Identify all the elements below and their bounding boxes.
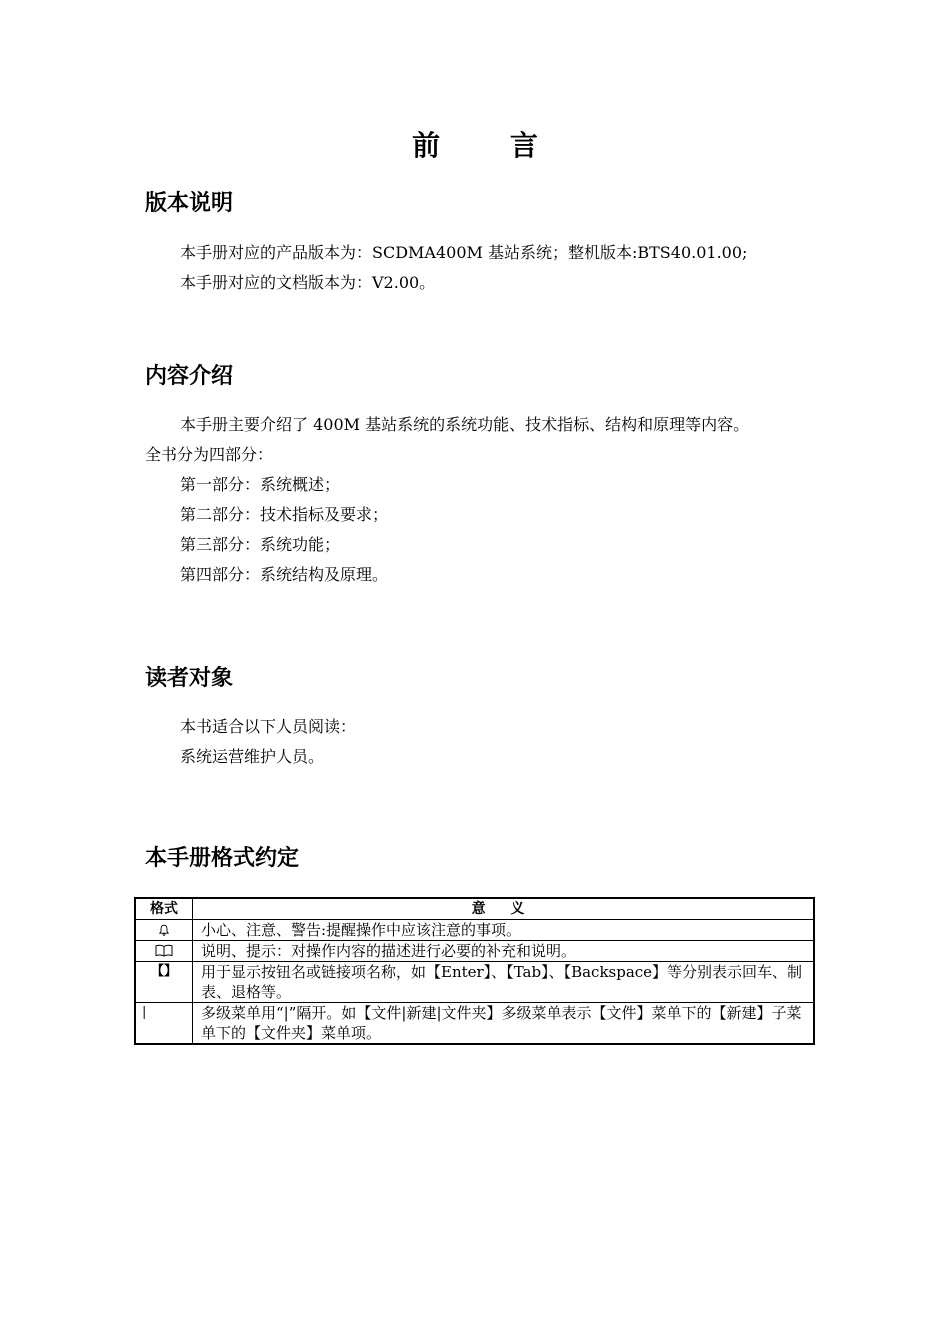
conventions-table: [134, 897, 815, 1045]
table-row: [135, 1003, 814, 1045]
contents-line: 第三部分：系统功能；: [180, 535, 341, 554]
contents-paragraph: [145, 410, 815, 590]
version-paragraph: [145, 238, 815, 298]
format-cell: 【】: [135, 962, 193, 1003]
version-line: 本手册对应的产品版本为：SCDMA400M 基站系统；整机版本:BTS40.01.00;: [180, 243, 748, 262]
audience-line: 系统运营维护人员。: [180, 747, 325, 766]
format-cell: [135, 920, 193, 941]
meaning-cell: 小心、注意、警告:提醒操作中应该注意的事项。: [193, 920, 815, 941]
format-cell: [135, 941, 193, 962]
table-row: [135, 920, 814, 941]
meaning-column-header: 意 义: [193, 898, 815, 920]
meaning-cell: 多级菜单用“|”隔开。如【文件|新建|文件夹】多级菜单表示【文件】菜单下的【新建】子菜单下的【文件夹】菜单项。: [193, 1003, 815, 1045]
section-heading-version: 版本说明: [145, 191, 234, 216]
bell-icon: [158, 924, 170, 936]
meaning-cell: 说明、提示：对操作内容的描述进行必要的补充和说明。: [193, 941, 815, 962]
section-heading-audience: 读者对象: [145, 666, 234, 691]
format-cell: |: [135, 1003, 193, 1045]
table-row: [135, 962, 814, 1003]
section-heading-contents: 内容介绍: [145, 364, 234, 389]
table-row: [135, 941, 814, 962]
section-heading-conventions: 本手册格式约定: [145, 846, 300, 871]
audience-paragraph: [145, 712, 815, 772]
table-header-row: [135, 898, 814, 920]
contents-line: 第二部分：技术指标及要求；: [180, 505, 389, 524]
meaning-cell: 用于显示按钮名或链接项名称，如【Enter】、【Tab】、【Backspace】等分别表示回车、制表、退格等。: [193, 962, 815, 1003]
format-column-header: 格式: [135, 898, 193, 920]
page-title: 前 言: [412, 129, 568, 162]
contents-line: 第一部分：系统概述；: [180, 475, 341, 494]
version-line: 本手册对应的文档版本为：V2.00。: [180, 273, 436, 292]
contents-line: 全书分为四部分：: [145, 445, 274, 464]
audience-line: 本书适合以下人员阅读：: [180, 717, 357, 736]
contents-line: 本手册主要介绍了 400M 基站系统的系统功能、技术指标、结构和原理等内容。: [180, 415, 750, 434]
book-icon: [155, 944, 173, 957]
contents-line: 第四部分：系统结构及原理。: [180, 565, 389, 584]
